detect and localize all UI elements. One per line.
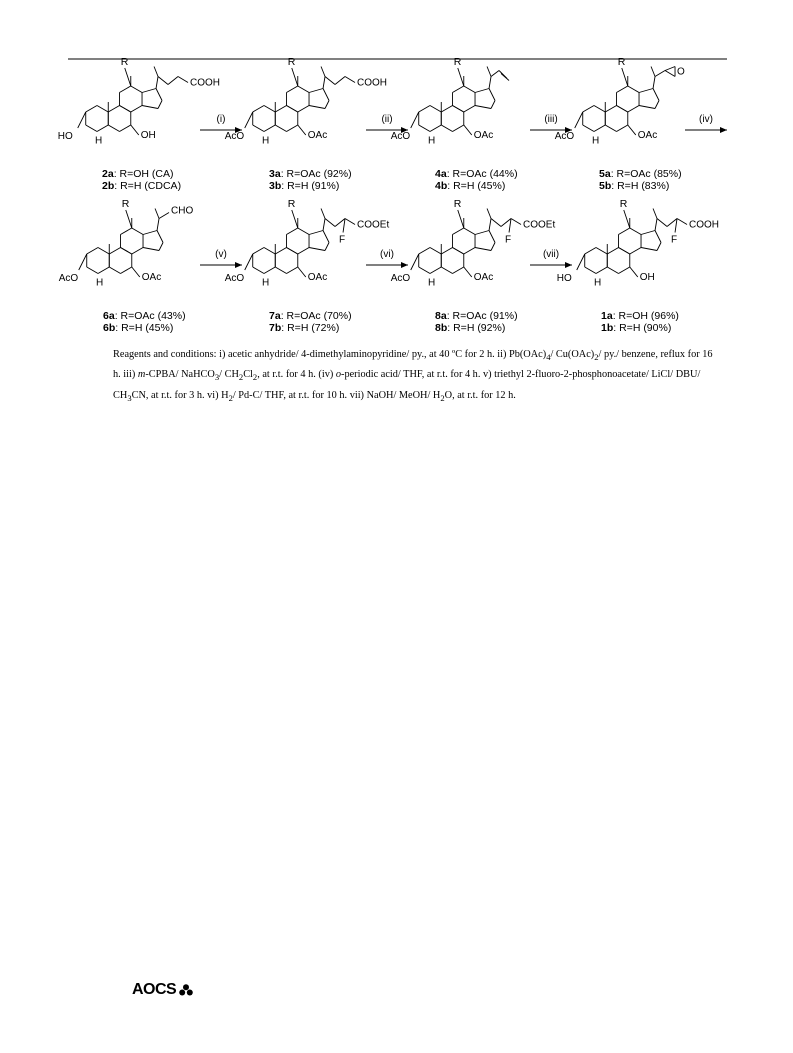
compound-label-b: 7b: R=H (72%) [269,322,340,334]
terminal-group: COOH [190,77,221,89]
arrow-step-label: (ii) [381,114,393,125]
aldehyde-group: CHO [171,205,194,217]
compound-label-a: 8a: R=OAc (91%) [435,310,518,322]
c7-substituent: OAc [307,272,328,283]
c7-substituent: OH [140,130,156,141]
reaction-arrow [366,114,408,133]
reaction-arrow [530,114,572,133]
substituent-r: R [619,198,628,210]
arrow-step-label: (i) [216,114,226,125]
substituent-r: R [617,56,626,68]
terminal-group: COOEt [523,219,556,231]
logo-text: AOCS [132,981,177,998]
molecule-8a [391,198,556,289]
compound-label-b: 8b: R=H (92%) [435,322,506,334]
c5-hydrogen: H [428,277,436,289]
reaction-conditions-caption: Reagents and conditions: i) acetic anhydride/ 4-dimethylaminopyridine/ py., at 40 ºC for 2 h. ii) $Pb(OAc)_4/$ $Cu(OAc)_2/$ py./ benzene, reflux for 16 h. iii) m-CPBA/ NaHCO$_3$/ $CH_2Cl_2$, at r.t. for 4 h. (iv) o-periodic acid/ THF, at r.t. for 4 h. v) triethyl 2-fluoro-2-phosphonoacetate/ LiCl/ DBU/ $CH_3CN$, at r.t. for 3 h. vi) $H_2/$ Pd-C/ THF, at r.t. for 10 h. vii) NaOH/ MeOH/ $H_2O$, at r.t. for 12 h. [113,349,713,403]
molecule-5a [555,56,685,147]
reaction-arrow [685,114,727,133]
compound-label-b: 2b: R=H (CDCA) [102,180,182,192]
compound-label-b: 5b: R=H (83%) [599,180,670,192]
c3-substituent: AcO [58,273,79,284]
c5-hydrogen: H [96,277,104,289]
molecule-6a [59,198,194,289]
c5-hydrogen: H [262,277,270,289]
fluorine-atom: F [339,234,346,246]
c7-substituent: OAc [141,272,162,283]
arrow-step-label: (vii) [542,249,560,260]
compound-label-a: 4a: R=OAc (44%) [435,168,518,180]
c3-substituent: AcO [224,273,245,284]
compound-label-b: 6b: R=H (45%) [103,322,174,334]
epoxide-oxygen: O [677,66,685,78]
reaction-arrow [366,249,408,268]
compound-label-a: 7a: R=OAc (70%) [269,310,352,322]
substituent-r: R [121,198,130,210]
arrow-step-label: (v) [215,249,227,260]
compound-label-a: 5a: R=OAc (85%) [599,168,682,180]
molecule-3a [225,56,387,147]
trefoil-icon [179,984,193,996]
c3-substituent: HO [57,131,73,142]
c7-substituent: OAc [473,130,494,141]
compound-label-b: 3b: R=H (91%) [269,180,340,192]
compound-label-b: 1b: R=H (90%) [601,322,672,334]
c5-hydrogen: H [95,135,103,147]
terminal-group: COOH [689,219,720,231]
reaction-arrow [200,249,242,268]
c5-hydrogen: H [592,135,600,147]
c7-substituent: OAc [307,130,328,141]
c3-substituent: AcO [554,131,575,142]
c3-substituent: AcO [390,273,411,284]
compound-label-b: 4b: R=H (45%) [435,180,506,192]
substituent-r: R [120,56,129,68]
molecule-7a [225,198,390,289]
compound-label-a: 6a: R=OAc (43%) [103,310,186,322]
terminal-group: COOEt [357,219,390,231]
c5-hydrogen: H [428,135,436,147]
substituent-r: R [453,198,462,210]
substituent-r: R [287,198,296,210]
molecule-2a [58,56,220,147]
c5-hydrogen: H [594,277,602,289]
aocs-logo [132,980,193,1000]
fluorine-atom: F [671,234,678,246]
c3-substituent: AcO [224,131,245,142]
c3-substituent: AcO [390,131,411,142]
arrow-step-label: (iv) [699,114,713,125]
reaction-arrow [530,249,572,268]
c7-substituent: OAc [473,272,494,283]
substituent-r: R [453,56,462,68]
c3-substituent: HO [556,273,572,284]
compound-label-a: 1a: R=OH (96%) [601,310,679,322]
arrow-step-label: (iii) [544,114,558,125]
compound-label-a: 2a: R=OH (CA) [102,168,174,180]
c7-substituent: OH [639,272,655,283]
reaction-arrow [200,114,242,133]
arrow-step-label: (vi) [380,249,394,260]
c5-hydrogen: H [262,135,270,147]
molecule-1a [557,198,719,289]
compound-label-a: 3a: R=OAc (92%) [269,168,352,180]
molecule-4a [391,56,509,147]
terminal-group: COOH [357,77,388,89]
fluorine-atom: F [505,234,512,246]
c7-substituent: OAc [637,130,658,141]
substituent-r: R [287,56,296,68]
